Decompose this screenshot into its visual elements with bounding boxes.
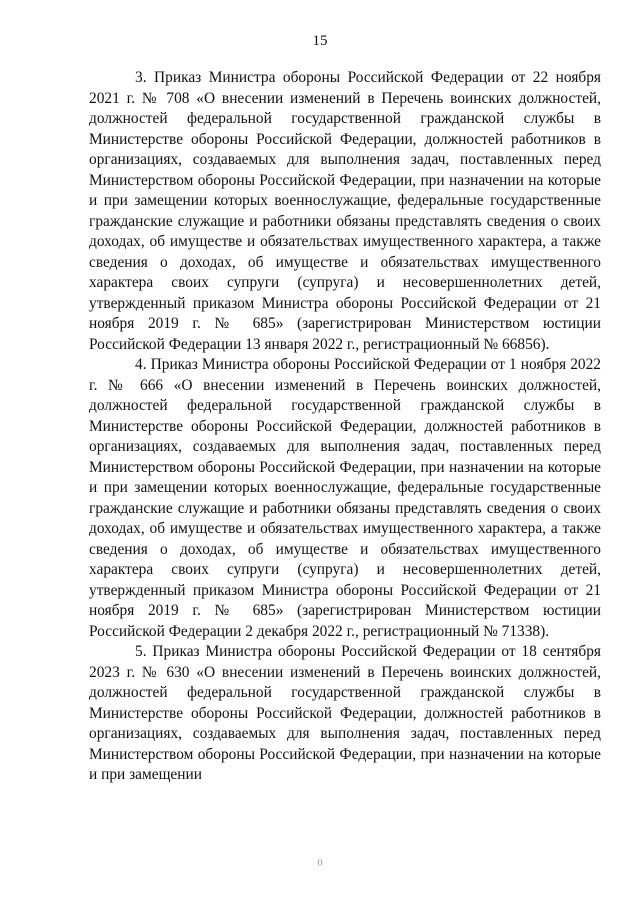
paragraph-item-3: 3. Приказ Министра обороны Российской Федерации от 22 ноября 2021 г. № 708 «О внесении изменений в Перечень воинских должностей, должностей федеральной государственной гражданской службы в Министерстве обороны Российской Федерации, должностей работников в организациях, создаваемых для выполнения задач, поставленных перед Министерством обороны Российской Федерации, при назначении на которые и при замещении которых военнослужащие, федеральные государственные гражданские служащие и работники обязаны представлять сведения о своих доходах, об имуществе и обязательствах имущественного характера, а также сведения о доходах, об имуществе и обязательствах имущественного характера своих супруги (супруга) и несовершеннолетних детей, утвержденный приказом Министра обороны Российской Федерации от 21 ноября 2019 г. № 685» (зарегистрирован Министерством юстиции Российской Федерации 13 января 2022 г., регистрационный № 66856).: [89, 69, 601, 353]
document-body: [89, 68, 601, 786]
paragraph-item-4: 4. Приказ Министра обороны Российской Федерации от 1 ноября 2022 г. № 666 «О внесении изменений в Перечень воинских должностей, должностей федеральной государственной гражданской службы в Министерстве обороны Российской Федерации, должностей работников в организациях, создаваемых для выполнения задач, поставленных перед Министерством обороны Российской Федерации, при назначении на которые и при замещении которых военнослужащие, федеральные государственные гражданские служащие и работники обязаны представлять сведения о своих доходах, об имуществе и обязательствах имущественного характера, а также сведения о доходах, об имуществе и обязательствах имущественного характера своих супруги (супруга) и несовершеннолетних детей, утвержденный приказом Министра обороны Российской Федерации от 21 ноября 2019 г. № 685» (зарегистрирован Министерством юстиции Российской Федерации 2 декабря 2022 г., регистрационный № 71338).: [89, 356, 601, 640]
paragraph-item-5: 5. Приказ Министра обороны Российской Федерации от 18 сентября 2023 г. № 630 «О внесении изменений в Перечень воинских должностей, должностей федеральной государственной гражданской службы в Министерстве обороны Российской Федерации, должностей работников в организациях, создаваемых для выполнения задач, поставленных перед Министерством обороны Российской Федерации, при назначении на которые и при замещении: [89, 643, 601, 783]
page-number: 15: [312, 33, 328, 49]
scan-mark: 0: [317, 858, 323, 869]
